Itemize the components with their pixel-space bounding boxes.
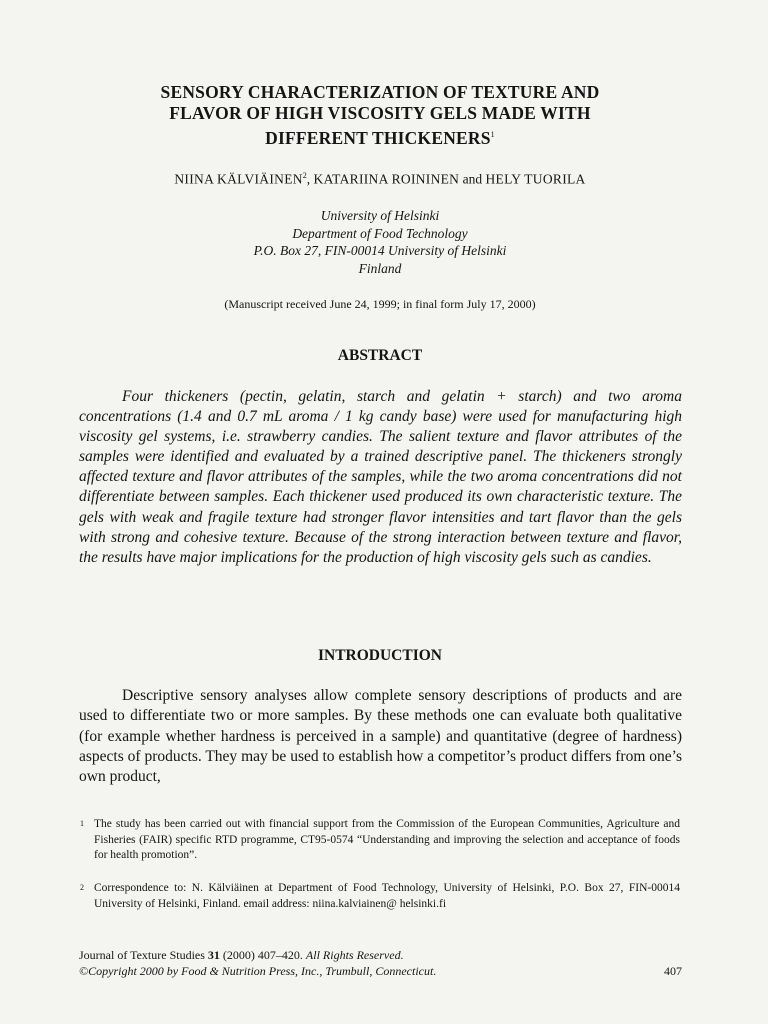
affiliation-line: Department of Food Technology xyxy=(292,225,468,241)
footnote-mark: 2 xyxy=(80,883,84,892)
copyright-line xyxy=(79,963,682,979)
page-number: 407 xyxy=(664,964,682,978)
affiliation-line: University of Helsinki xyxy=(320,208,440,223)
footnote-text: The study has been carried out with financial support from the Commission of the European Communities, Agriculture and Fisheries (FAIR) specific RTD programme, CT95-0574 “Understanding and improving the selection and acceptance of foods for health promotion”. xyxy=(94,818,680,861)
citation-line xyxy=(79,947,682,963)
author-conjunction: and xyxy=(462,171,483,187)
copyright-text: ©Copyright 2000 by Food & Nutrition Press, Inc., Trumbull, Connecticut. xyxy=(79,964,437,978)
author-footnote-mark: 2 xyxy=(302,171,307,180)
rights-statement: All Rights Reserved. xyxy=(305,948,404,962)
affiliation-line: P.O. Box 27, FIN-00014 University of Helsinki xyxy=(253,243,507,259)
footnote-text: Correspondence to: N. Kälviäinen at Department of Food Technology, University of Helsinki, P.O. Box 27, FIN-00014 University of Helsinki, Finland. email address: niina.kalviainen@ helsinki.fi xyxy=(94,882,680,910)
author-list: NIINA KÄLVIÄINEN$^2$, KATARIINA ROININEN and HELY TUORILA xyxy=(174,171,586,187)
author-name: NIINA KÄLVIÄINEN xyxy=(174,171,303,187)
author-name: KATARIINA ROININEN xyxy=(313,171,460,187)
title-line: FLAVOR OF HIGH VISCOSITY GELS MADE WITH xyxy=(169,103,591,123)
title-line xyxy=(60,124,700,149)
journal-year-pages: (2000) 407–420. xyxy=(222,948,303,962)
journal-volume: 31 xyxy=(207,948,220,962)
affiliation-line: Finland xyxy=(358,261,402,277)
footnote-mark: 1 xyxy=(80,819,84,828)
title-line-text: DIFFERENT THICKENERS xyxy=(265,127,491,148)
journal-name: Journal of Texture Studies xyxy=(79,948,205,962)
author-name: HELY TUORILA xyxy=(485,171,586,187)
title-line: SENSORY CHARACTERIZATION OF TEXTURE AND xyxy=(160,82,600,102)
abstract-heading: ABSTRACT xyxy=(337,347,423,364)
introduction-text: Descriptive sensory analyses allow complete sensory descriptions of products and are used to differentiate two or more samples. By these methods one can evaluate both qualitative (for example whether hardness is perceived in a sample) and quantitative (degree of hardness) aspects of products. They may be used to establish how a competitor’s product differs from one’s own product, xyxy=(79,687,682,786)
footnote xyxy=(80,817,680,864)
abstract-text: Four thickeners (pectin, gelatin, starch and gelatin + starch) and two aroma concentrations (1.4 and 0.7 mL aroma / 1 kg candy base) were used for manufacturing high viscosity gel systems, i.e. strawberry candies. The salient texture and flavor attributes of the samples were identified and evaluated by a trained descriptive panel. The thickeners strongly affected texture and flavor attributes of the samples, while the two aroma concentrations did not differentiate between samples. Each thickener used produced its own characteristic texture. The gels with weak and fragile texture had stronger flavor intensities and tart flavor than the gels with strong and cohesive texture. Because of the strong interaction between texture and flavor, the results have major implications for the production of high viscosity gels such as candies. xyxy=(79,388,682,566)
journal-footer xyxy=(79,947,682,979)
title-footnote-mark: 1 xyxy=(490,130,495,139)
introduction-heading: INTRODUCTION xyxy=(317,647,442,664)
affiliation xyxy=(60,207,700,278)
manuscript-dates: (Manuscript received June 24, 1999; in final form July 17, 2000) xyxy=(224,297,536,311)
paper-title xyxy=(60,82,700,149)
footnote xyxy=(80,881,680,912)
